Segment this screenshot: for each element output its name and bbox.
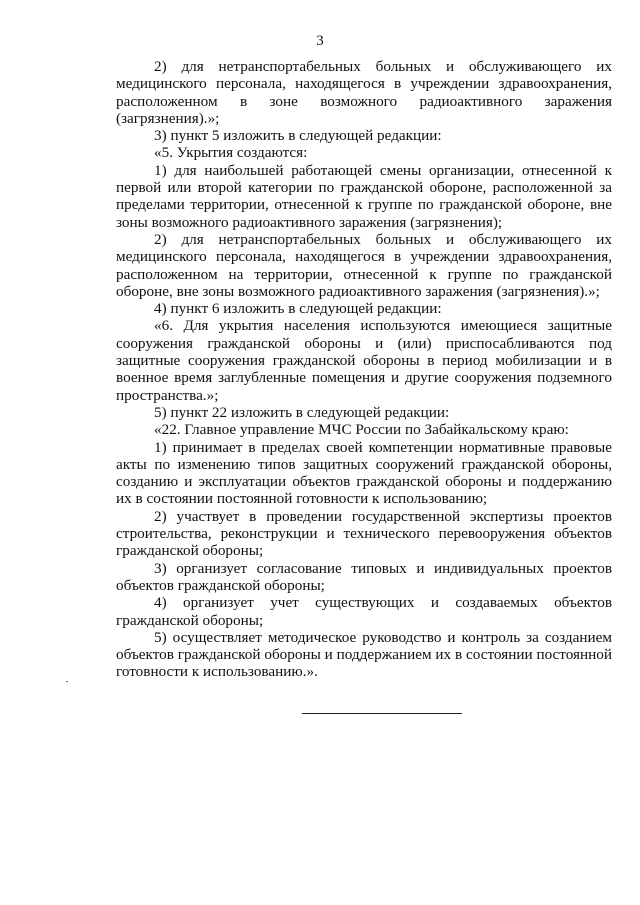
paragraph-point-22-item-2: 2) участвует в проведении государственной экспертизы проектов строительства, реконструкции и технического перевооружения объектов гражданской обороны; [116, 507, 612, 560]
paragraph-point-22-heading: «22. Главное управление МЧС России по Забайкальскому краю: [154, 421, 569, 439]
paragraph-amend-point-5: 3) пункт 5 изложить в следующей редакции: [154, 127, 442, 145]
paragraph-item-2-medical-staff: 2) для нетранспортабельных больных и обслуживающего их медицинского персонала, находящегося в учреждении здравоохранения, расположенном в зоне возможного радиоактивного заражения (загрязнения).»; [116, 58, 612, 127]
paragraph-point-22-item-1: 1) принимает в пределах своей компетенции нормативные правовые акты по изменению типов защитных сооружений гражданской обороны, созданию и эксплуатации объектов гражданской обороны и поддержанию их в состоянии постоянной готовности к использованию; [116, 438, 612, 508]
paragraph-amend-point-6: 4) пункт 6 изложить в следующей редакции: [154, 300, 442, 318]
paragraph-point-5-item-1: 1) для наибольшей работающей смены организации, отнесенной к первой или второй категории по гражданской обороне, расположенной за пределами территории, отнесенной к группе по гражданской обороне, вне зоны возможного радиоактивного заражения (загрязнения); [116, 161, 612, 231]
paragraph-point-22-item-3: 3) организует согласование типовых и индивидуальных проектов объектов гражданской обороны; [116, 559, 612, 594]
end-of-text-divider [302, 713, 462, 714]
paragraph-point-22-item-5: 5) осуществляет методическое руководство и контроль за созданием объектов гражданской обороны и поддержанием их в состоянии постоянной готовности к использованию.». [116, 628, 612, 681]
scan-speck [66, 681, 68, 682]
paragraph-amend-point-22: 5) пункт 22 изложить в следующей редакции: [154, 403, 450, 421]
paragraph-point-5-item-2: 2) для нетранспортабельных больных и обслуживающего их медицинского персонала, находящегося в учреждении здравоохранения, расположенном на территории, отнесенной к группе по гражданской обороне, вне зоны возможного радиоактивного заражения (загрязнения).»; [116, 230, 612, 300]
paragraph-point-22-item-4: 4) организует учет существующих и создаваемых объектов гражданской обороны; [116, 594, 612, 629]
document-body [116, 58, 612, 681]
paragraph-point-5-heading: «5. Укрытия создаются: [154, 144, 308, 162]
page-number: 3 [316, 33, 324, 49]
paragraph-point-6-text: «6. Для укрытия населения используются имеющиеся защитные сооружения гражданской обороны и (или) приспосабливаются под защитные сооружения гражданской обороны в период мобилизации и в военное время заглубленные помещения и другие сооружения подземного пространства.»; [116, 317, 612, 404]
